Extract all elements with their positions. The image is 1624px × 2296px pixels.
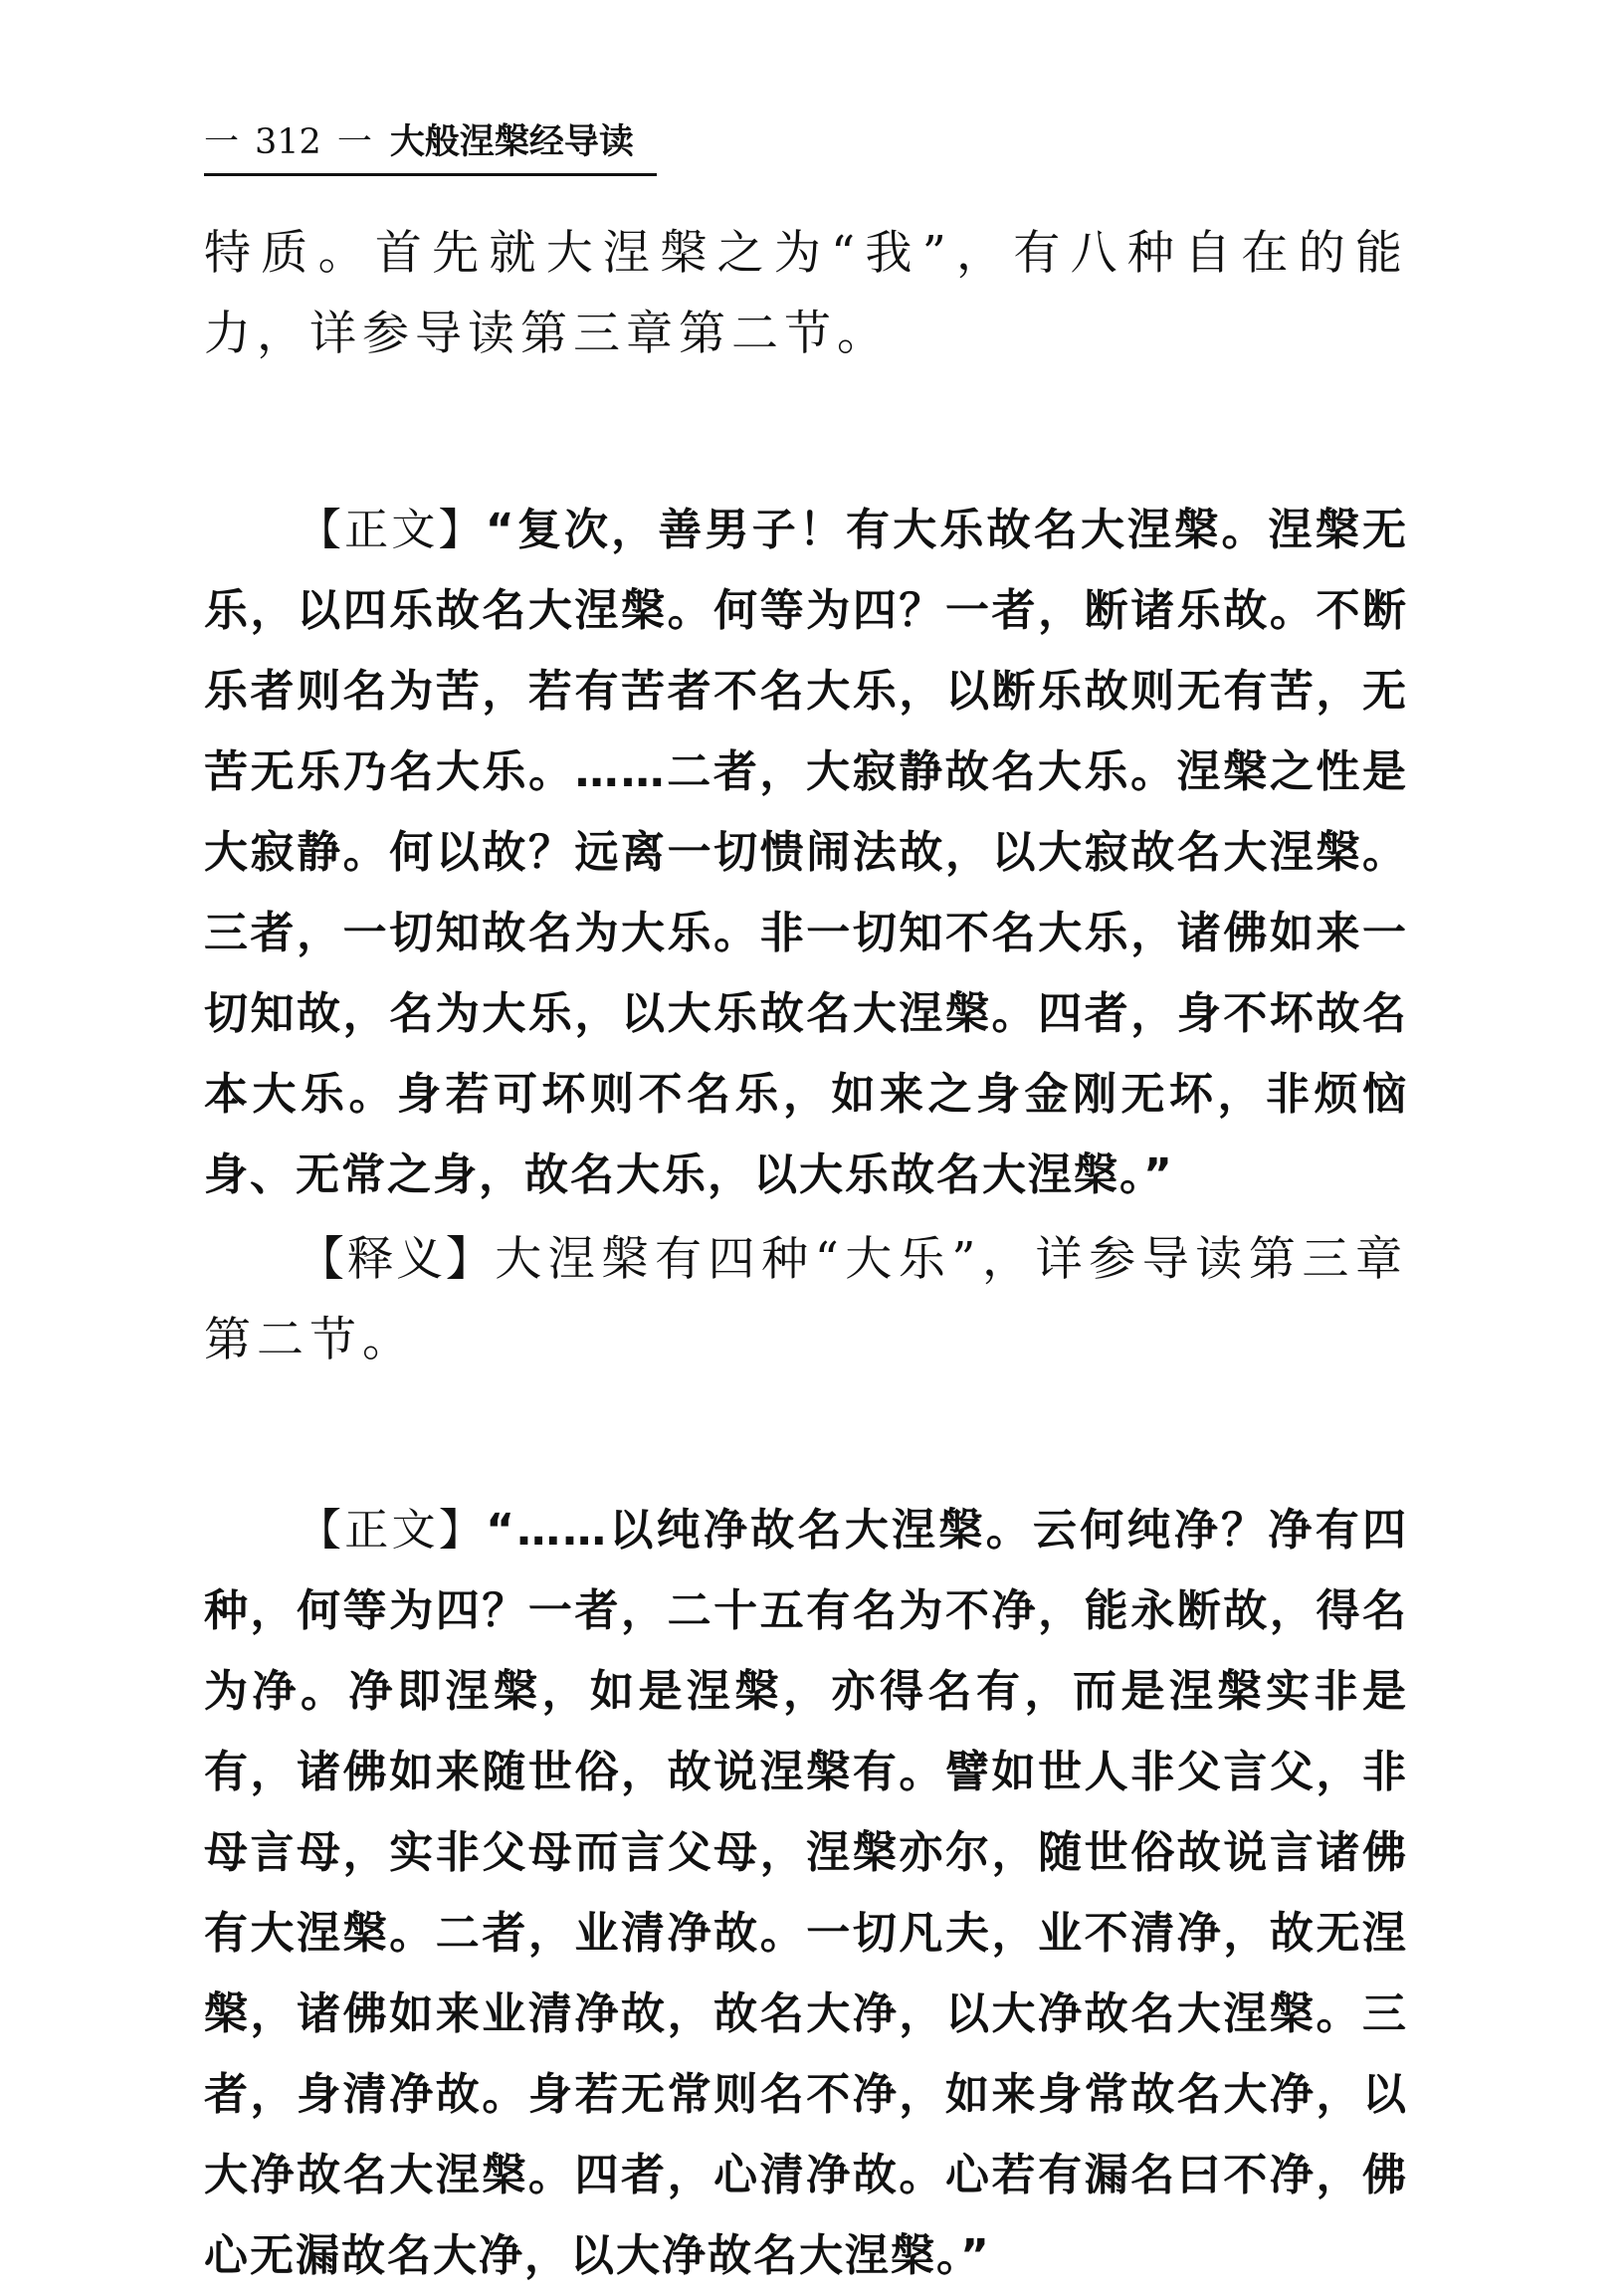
page-body: [204, 213, 1408, 2296]
section-label-main-text: 【正文】: [298, 1505, 487, 1556]
page-header: [204, 111, 657, 176]
section-label-explanation: 【释义】: [298, 1232, 496, 1287]
section-label-main-text: 【正文】: [298, 505, 486, 555]
book-title: 大般涅槃经导读: [389, 121, 634, 162]
paragraph-text: “复次，善男子！有大乐故名大涅槃。涅槃无乐，以四乐故名大涅槃。何等为四？一者，断诸乐故。不断乐者则名为苦，若有苦者不名大乐，以断乐故则无有苦，无苦无乐乃名大乐。……二者，大寂静故名大乐。涅槃之性是大寂静。何以故？远离一切愦闹法故，以大寂故名大涅槃。三者，一切知故名为大乐。非一切知不名大乐，诸佛如来一切知故，名为大乐，以大乐故名大涅槃。四者，身不坏故名本大乐。身若可坏则不名乐，如来之身金刚无坏，非烦恼身、无常之身，故名大乐，以大乐故名大涅槃。”: [204, 505, 1409, 1200]
paragraph-text: 大涅槃有四种“大乐”，详参导读第三章第二节。: [204, 1232, 1408, 1367]
header-dash-right: 一: [336, 122, 372, 162]
page-number: 312: [255, 122, 321, 162]
continued-commentary-paragraph: [204, 213, 1408, 374]
paragraph-text: “……以纯净故名大涅槃。云何纯净？净有四种，何等为四？一者，二十五有名为不净，能永断故，得名为净。净即涅槃，如是涅槃，亦得名有，而是涅槃实非是有，诸佛如来随世俗，故说涅槃有。譬如世人非父言父，非母言母，实非父母而言父母，涅槃亦尔，随世俗故说言诸佛有大涅槃。二者，业清净故。一切凡夫，业不清净，故无涅槃，诸佛如来业清净故，故名大净，以大净故名大涅槃。三者，身清净故。身若无常则名不净，如来身常故名大净，以大净故名大涅槃。四者，心清净故。心若有漏名曰不净，佛心无漏故名大净，以大净故名大涅槃。”: [204, 1505, 1409, 2281]
commentary-paragraph-great-bliss: [204, 1219, 1408, 1380]
scripture-paragraph-purity: [204, 1490, 1408, 2296]
header-dash-left: 一: [204, 122, 240, 162]
scripture-paragraph-great-bliss: [204, 490, 1408, 1215]
paragraph-text: 特质。首先就大涅槃之为“我”，有八种自在的能力，详参导读第三章第二节。: [204, 226, 1408, 361]
